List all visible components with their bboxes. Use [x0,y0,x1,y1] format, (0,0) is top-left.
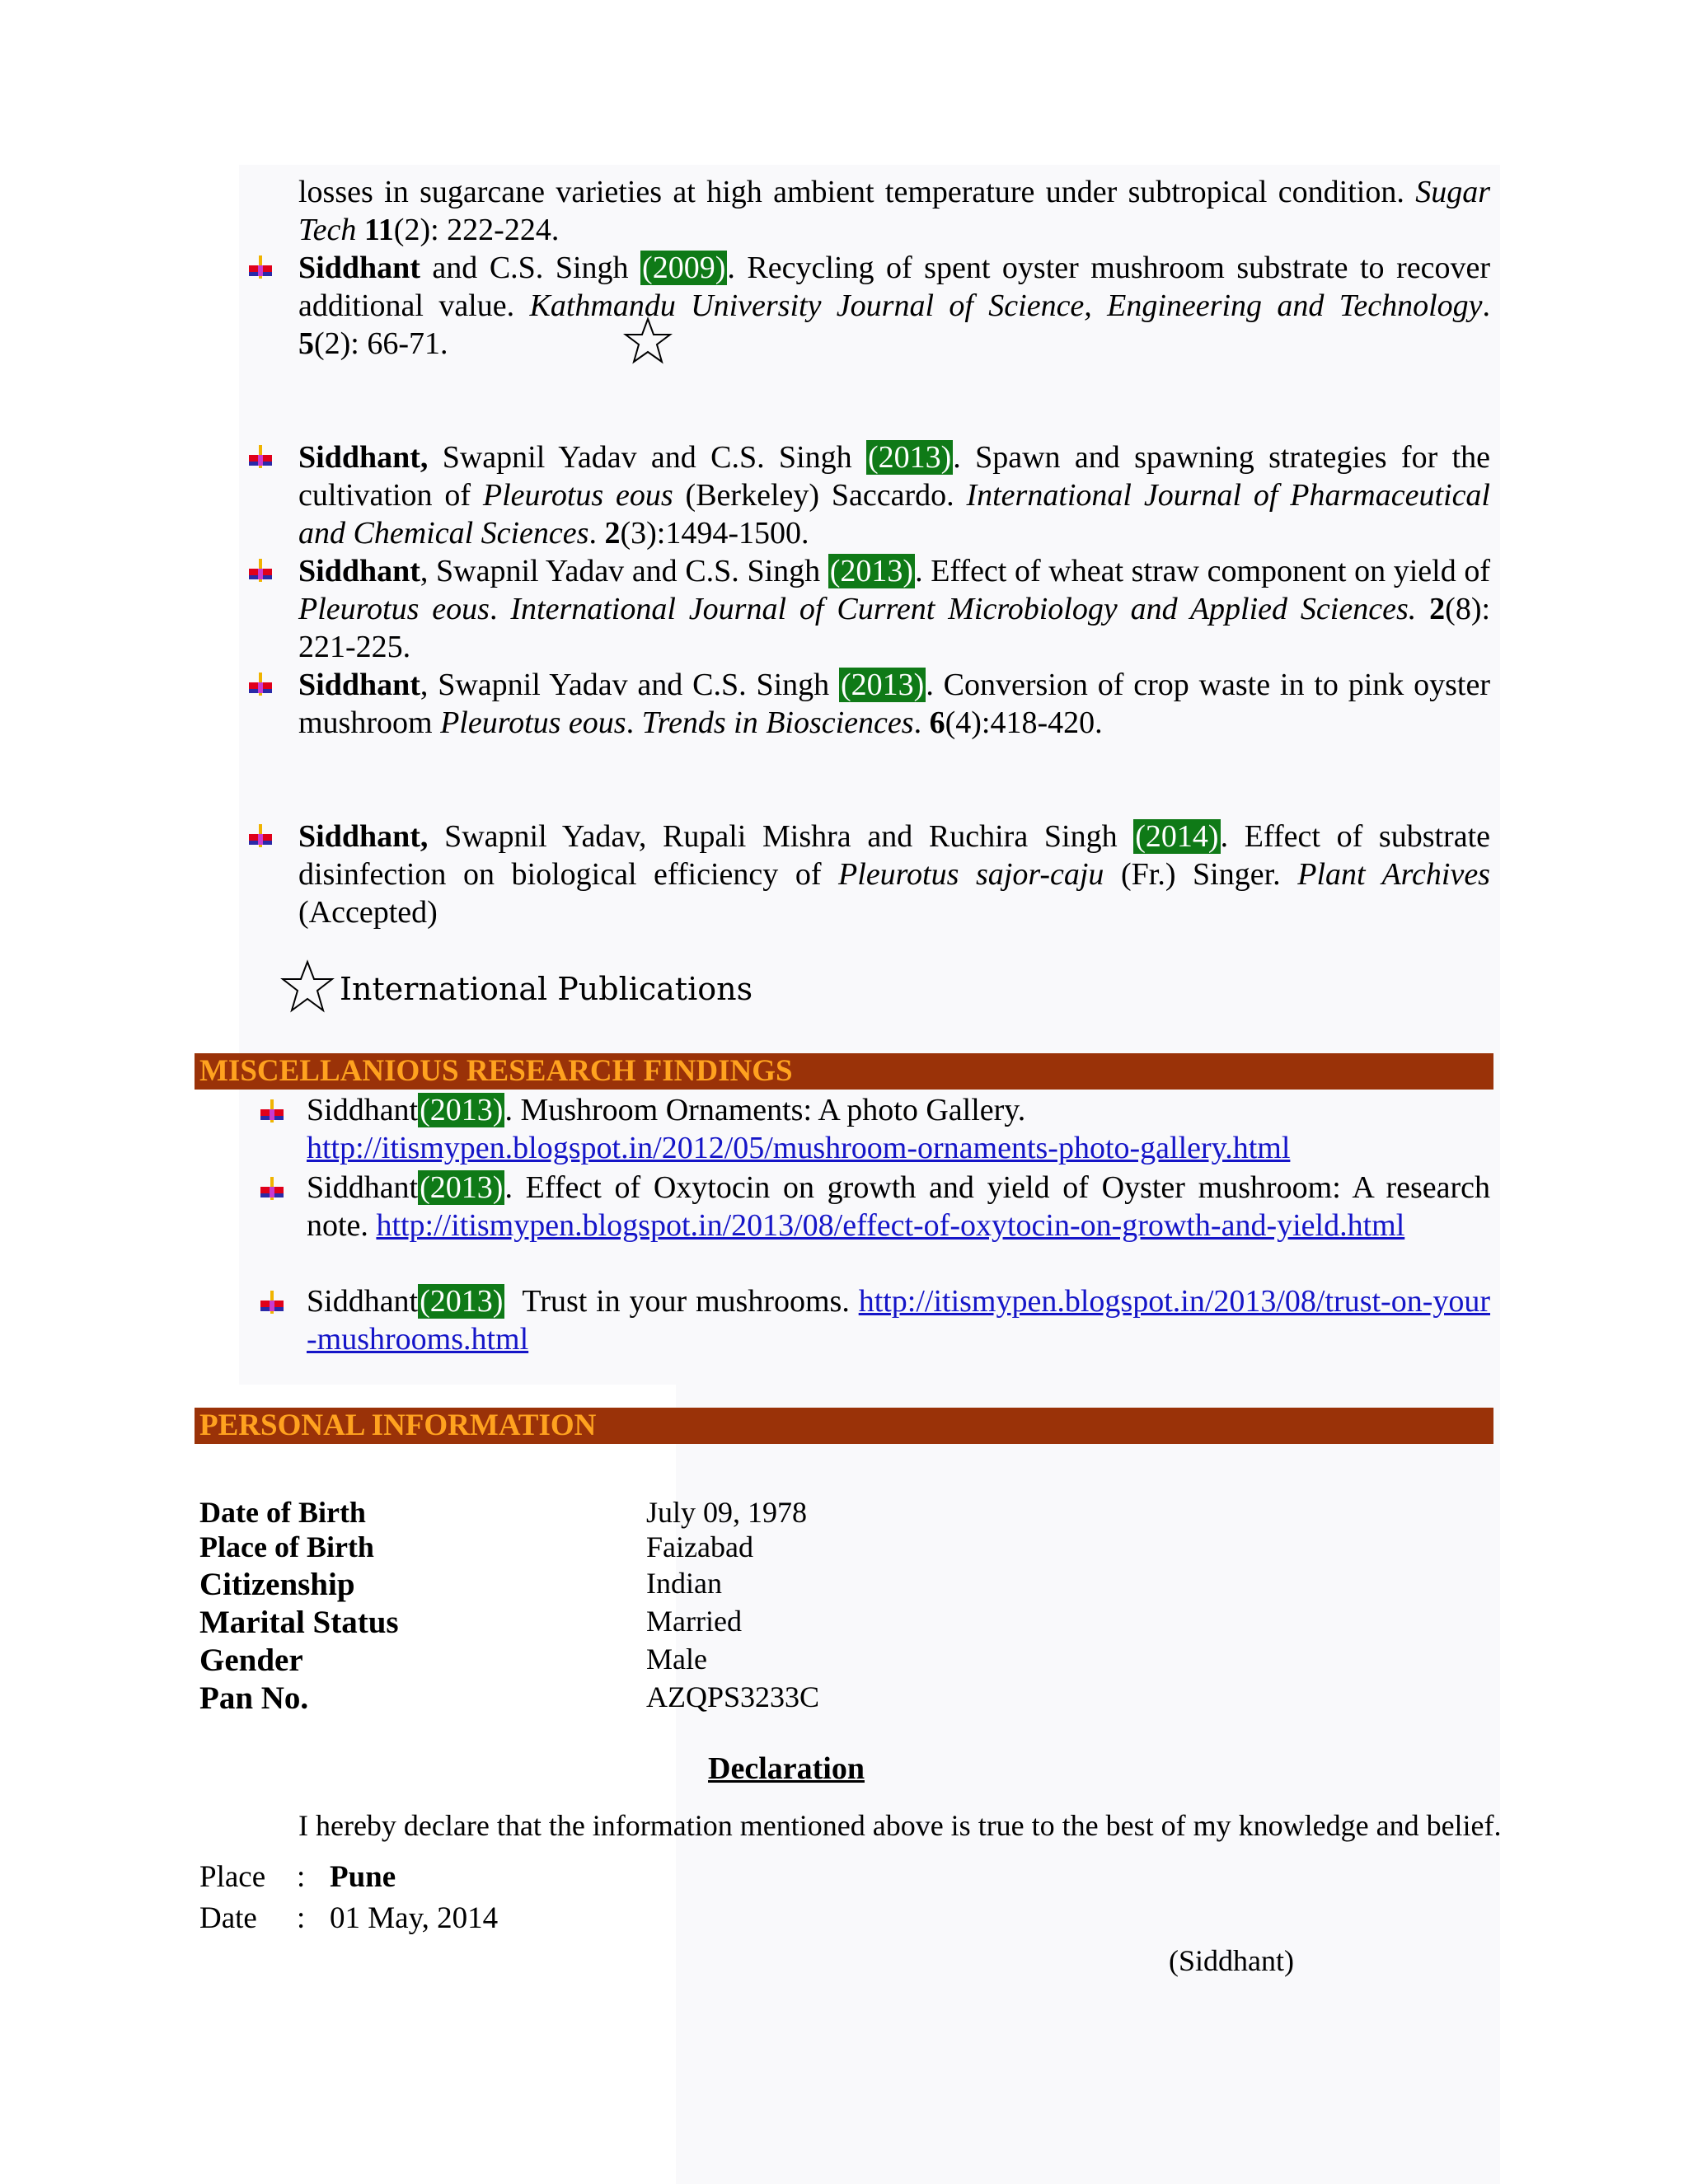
star-icon [623,316,673,366]
separator [1416,592,1429,626]
dob-label: Date of Birth [199,1496,366,1529]
journal-name: Trends in Biosciences [641,705,914,740]
coauthors: Swapnil Yadav and C.S. Singh [428,440,866,475]
author: Siddhant [298,668,420,702]
coauthors: , Swapnil Yadav and C.S. Singh [420,554,828,588]
volume: 11 [363,213,394,247]
publication-continuation [298,173,1490,249]
publication-item [298,249,1490,363]
publication-item [298,666,1490,742]
journal-name: Kathmandu University Journal of Science, Engineering and Technology [529,288,1483,323]
volume: 5 [298,326,314,361]
item-title: . Mushroom Ornaments: A photo Gallery. [504,1093,1026,1127]
pages: (2): 66-71. [314,326,448,361]
date-label: Date [199,1901,257,1935]
misc-item [307,1091,1490,1167]
year-badge: (2013) [420,1284,504,1319]
publication-text: losses in sugarcane varieties at high ambient temperature under subtropical condition. [298,175,1404,209]
publication-item [298,438,1490,552]
bullet-icon [249,824,272,847]
separator: . [913,705,930,740]
volume: 6 [929,705,945,740]
article-title: . Recycling of spent oyster mushroom substrate to recover additional value. [298,251,1490,323]
article-title: . Conversion of crop waste in to pink oyster mushroom [298,668,1490,740]
signature: (Siddhant) [1169,1944,1294,1977]
declaration-text: I hereby declare that the information mentioned above is true to the best of my knowledge and belief. [298,1809,1502,1842]
article-title: . Effect of substrate disinfection on biological efficiency of [298,819,1490,892]
legend-label: International Publications [340,971,753,1007]
coauthors: Swapnil Yadav, Rupali Mishra and Ruchira Singh [428,819,1134,854]
marital-status-label: Marital Status [199,1605,399,1640]
item-title: Trust in your mushrooms. [504,1284,850,1319]
declaration-title: Declaration [708,1751,865,1786]
year-badge: (2013) [420,1093,504,1127]
species-name: Pleurotus eous [482,478,673,513]
misc-item [307,1282,1490,1358]
date-value: 01 May, 2014 [330,1901,499,1935]
bullet-icon [260,1177,284,1200]
publication-status: (Accepted) [298,895,438,930]
journal-name: Plant Archives [1297,857,1490,892]
author: Siddhant [307,1093,419,1127]
pages: (2): 222-224. [393,213,560,247]
marital-status-value: Married [646,1605,742,1638]
author: Siddhant [298,554,420,588]
author: Siddhant, [298,440,429,475]
volume: 2 [604,516,621,551]
journal-name: International Journal of Current Microbiology and Applied Sciences. [510,592,1417,626]
date-colon: : [297,1901,306,1935]
species-name: Pleurotus eous [440,705,626,740]
bullet-icon [260,1099,284,1122]
citizenship-value: Indian [646,1567,722,1600]
author: Siddhant [298,251,420,285]
species-name: Pleurotus sajor-caju [838,857,1104,892]
section-header-misc: MISCELLANIOUS RESEARCH FINDINGS [195,1053,1493,1090]
gallery-link[interactable]: http://itismypen.blogspot.in/2012/05/mushroom-ornaments-photo-gallery.html [307,1131,1291,1165]
publication-item [298,552,1490,666]
separator: . [489,592,511,626]
publication-item [298,818,1490,931]
author: Siddhant, [298,819,429,854]
item-title: . Effect of Oxytocin on growth and yield of Oyster mushroom: A research note. [307,1170,1490,1243]
article-title: . Spawn and spawning strategies for the cultivation of [298,440,1490,513]
pob-value: Faizabad [646,1530,753,1563]
pages: (4):418-420. [945,705,1103,740]
author: Siddhant [307,1170,419,1205]
separator: . [1482,288,1491,323]
article-title: . Effect of wheat straw component on yield of [915,554,1490,588]
article-title: (Berkeley) Saccardo. [673,478,967,513]
separator: . [588,516,605,551]
place-value: Pune [330,1860,396,1894]
star-icon [280,959,335,1014]
citizenship-label: Citizenship [199,1567,355,1602]
pan-value: AZQPS3233C [646,1680,820,1713]
year-badge: (2013) [841,668,925,702]
species-name: Pleurotus eous [298,592,490,626]
bullet-icon [249,255,272,279]
place-colon: : [297,1860,306,1894]
year-badge: (2013) [829,554,914,588]
trust-link[interactable]: http://itismypen.blogspot.in/2013/08/trust-on-your-mushrooms.html [307,1284,1491,1357]
section-header-personal: PERSONAL INFORMATION [195,1408,1493,1444]
bullet-icon [249,445,272,468]
bullet-icon [249,673,272,696]
place-label: Place [199,1860,266,1894]
separator: . [626,705,642,740]
year-badge: (2009) [642,251,726,285]
gender-value: Male [646,1643,707,1675]
bullet-icon [260,1291,284,1314]
year-badge: (2013) [867,440,952,475]
year-badge: (2013) [420,1170,504,1205]
oxytocin-link[interactable]: http://itismypen.blogspot.in/2013/08/effect-of-oxytocin-on-growth-and-yield.html [376,1208,1405,1243]
article-title: (Fr.) Singer. [1104,857,1298,892]
volume: 2 [1429,592,1446,626]
author: Siddhant [307,1284,419,1319]
year-badge: (2014) [1135,819,1219,854]
coauthors: and C.S. Singh [420,251,641,285]
pob-label: Place of Birth [199,1530,374,1563]
pan-label: Pan No. [199,1680,309,1716]
coauthors: , Swapnil Yadav and C.S. Singh [420,668,839,702]
dob-value: July 09, 1978 [646,1496,808,1529]
bullet-icon [249,559,272,582]
misc-item [307,1169,1490,1244]
journal-name: International Journal of Pharmaceutical and Chemical Sciences [298,478,1490,551]
pages: (3):1494-1500. [620,516,809,551]
pages: (8): 221-225. [298,592,1491,664]
gender-label: Gender [199,1643,303,1678]
journal-name: Sugar Tech [298,175,1491,247]
